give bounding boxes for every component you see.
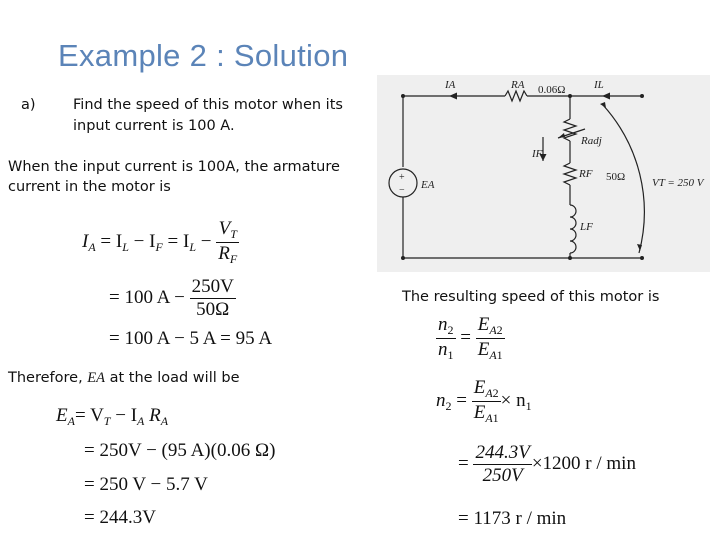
ra-value: 0.06Ω (538, 84, 566, 96)
vt-label: VT = 250 V (652, 177, 704, 189)
speed-ratio-equation: $\frac{n_2}{n_1}$ = $\frac{E_{A2}}{E_{A1}}$ (438, 314, 503, 362)
rf-value: 50Ω (606, 171, 626, 183)
question-line-1: Find the speed of this motor when its (73, 97, 343, 113)
radj-label: Radj (581, 135, 602, 147)
lf-label: LF (580, 221, 593, 233)
ea-result: = 244.3V (84, 507, 156, 528)
armature-current-result: = 100 A − 5 A = 95 A (109, 328, 273, 349)
ea-label: EA (421, 179, 435, 191)
ia-label: IA (445, 79, 456, 91)
ea-step-2: = 250V − (95 A)(0.06 Ω) (84, 440, 276, 461)
intro-line-1: When the input current is 100A, the armature (8, 159, 340, 175)
ea-equation: $E_A= V_T - I_A$ $R_A$ (56, 405, 169, 428)
rf-label: RF (579, 168, 593, 180)
slide-title: Example 2 : Solution (58, 38, 349, 73)
il-label: IL (594, 79, 604, 91)
therefore-text: Therefore, EA at the load will be (8, 370, 240, 386)
ra-label: RA (511, 79, 525, 91)
speed-intro-text: The resulting speed of this motor is (402, 289, 660, 305)
item-marker: a) (21, 97, 36, 113)
armature-current-equation: $I_A = I_L - I_F = I_L$ − $\frac{V_T}{R_F}$ (82, 218, 238, 266)
if-label: IF (532, 148, 543, 160)
speed-n2-equation: $n_2$ = $\frac{E_{A2}}{E_{A1}}$ × $n_1$ (436, 377, 532, 425)
speed-substitution: = $\frac{244.3V}{250V}$ ×1200 r / min (458, 442, 636, 486)
armature-current-step-2: = 100 A − $\frac{250V}{50\Omega}$ (109, 276, 234, 320)
question-line-2: input current is 100 A. (73, 118, 235, 134)
minus-sign: − (399, 185, 405, 196)
ea-step-3: = 250 V − 5.7 V (84, 474, 208, 495)
plus-sign: + (399, 172, 405, 183)
circuit-diagram (377, 75, 710, 272)
intro-line-2: current in the motor is (8, 179, 171, 195)
speed-result: = 1173 r / min (458, 508, 567, 529)
